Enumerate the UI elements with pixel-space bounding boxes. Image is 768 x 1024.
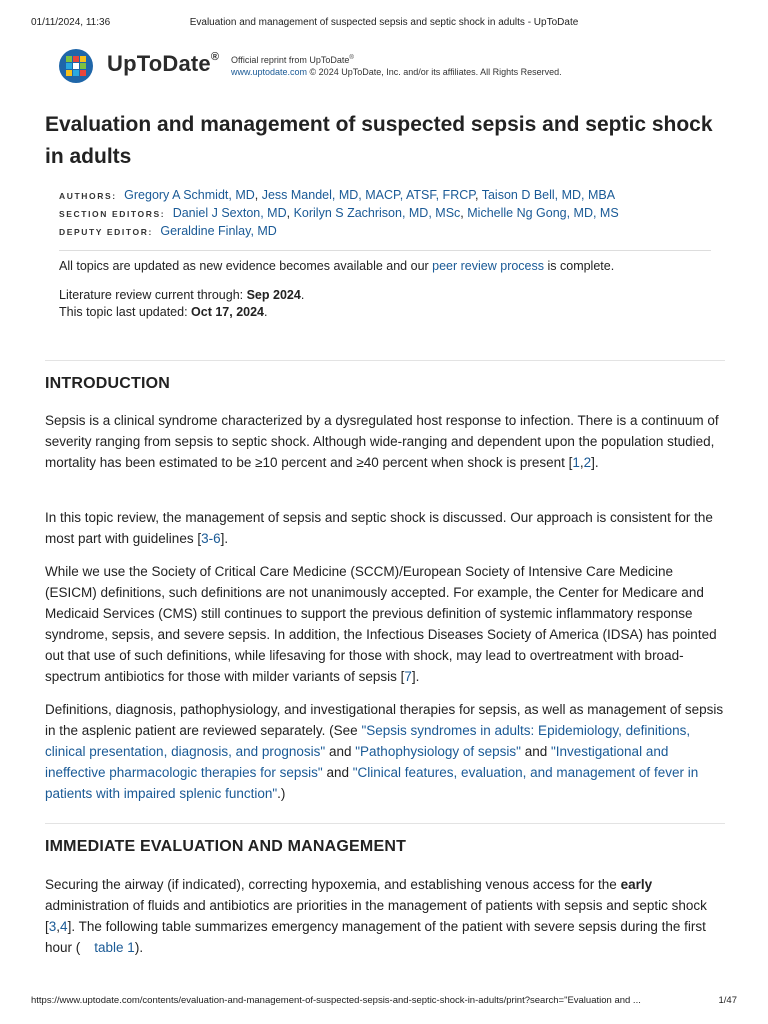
section-editors-label: SECTION EDITORS:	[59, 209, 166, 219]
brand-name-text: UpToDate	[107, 51, 211, 76]
introduction-heading: INTRODUCTION	[45, 375, 171, 392]
para-text: In this topic review, the management of sepsis and septic shock is discussed. Our approach is consistent for the most part with guidelines [	[45, 510, 713, 546]
reprint-notice	[231, 52, 562, 78]
deputy-editor-link[interactable]: Geraldine Finlay, MD	[160, 224, 277, 238]
topic-link[interactable]: "Investigational and ineffective pharmacologic therapies for sepsis"	[45, 744, 669, 780]
reference-link[interactable]: 3-6	[201, 531, 221, 546]
topic-link[interactable]: "Sepsis syndromes in adults: Epidemiology, definitions, clinical presentation, diagnosis, and prognosis"	[45, 723, 691, 759]
divider	[45, 360, 725, 361]
reference-link[interactable]: 4	[60, 919, 68, 934]
article-title: Evaluation and management of suspected sepsis and septic shock in adults	[45, 113, 713, 168]
para-text: Definitions, diagnosis, pathophysiology, and investigational therapies for sepsis, as well as management of sepsis in the asplenic patient are reviewed separately. (See	[45, 702, 724, 738]
site-link[interactable]: www.uptodate.com	[231, 67, 308, 77]
update-suffix: is complete.	[544, 259, 615, 273]
para-text: ].	[591, 455, 599, 470]
reference-link[interactable]: 2	[583, 455, 592, 470]
topic-link[interactable]: "Clinical features, evaluation, and management of fever in patients with impaired splenic function"	[45, 765, 699, 801]
print-footer	[0, 995, 768, 1009]
para-text: and	[322, 765, 353, 780]
author-link[interactable]: Gregory A Schmidt, MD	[124, 188, 255, 202]
authors-label: AUTHORS:	[59, 191, 117, 201]
brand-header	[58, 45, 718, 87]
print-header	[0, 17, 768, 31]
reference-link[interactable]: 7	[404, 669, 412, 684]
intro-paragraph-1: Sepsis is a clinical syndrome characterized by a dysregulated host response to infection. There is a continuum of severity ranging from sepsis to septic shock. Although wide-ranging and dependent upon the population studied, mortality has been estimated to be ≥10 percent and ≥40 percent when shock is present [1,2].	[45, 413, 719, 470]
author-link[interactable]: Jess Mandel, MD, MACP, ATSF, FRCP	[261, 188, 475, 202]
review-dates	[59, 287, 719, 321]
immediate-evaluation-heading: IMMEDIATE EVALUATION AND MANAGEMENT	[45, 838, 407, 855]
lit-review-line: Literature review current through: Sep 2024.	[59, 288, 305, 302]
para-text: and	[520, 744, 551, 759]
last-updated-label: This topic last updated:	[59, 305, 192, 319]
reprint-label: Official reprint from UpToDate	[231, 55, 350, 65]
topic-link[interactable]: "Pathophysiology of sepsis"	[355, 744, 521, 759]
peer-review-link[interactable]: peer review process	[432, 259, 545, 273]
reprint-registered: ®	[349, 55, 354, 61]
section-editor-link[interactable]: Michelle Ng Gong, MD, MS	[467, 206, 619, 220]
divider	[45, 823, 725, 824]
last-updated-line: This topic last updated: Oct 17, 2024.	[59, 305, 268, 319]
divider	[59, 250, 711, 251]
print-page-title: Evaluation and management of suspected sepsis and septic shock in adults - UpToDate	[189, 17, 579, 28]
para-text: ].	[411, 669, 420, 684]
print-url: https://www.uptodate.com/contents/evaluation-and-management-of-suspected-sepsis-and-septic-shock-in-adults/print?search="Evaluation and ...	[31, 995, 641, 1006]
author-link[interactable]: Taison D Bell, MD, MBA	[481, 188, 616, 202]
reference-link[interactable]: 3	[48, 919, 57, 934]
para-text: While we use the Society of Critical Care Medicine (SCCM)/European Society of Intensive Care Medicine (ESICM) definitions, such definitions are not unanimously accepted. For example, the Center for Medicare and Medicaid Services (CMS) still continues to support the previous definition of systemic inflammatory response syndrome, sepsis, and severe sepsis. In addition, the Infectious Diseases Society of America (IDSA) has pointed out that use of such definitions, while lifesaving for those with shock, may lead to overtreatment with broad-spectrum antibiotics for those with milder variants of sepsis [	[45, 564, 717, 684]
lit-review-label: Literature review current through:	[59, 288, 247, 302]
immediate-paragraph-1: Securing the airway (if indicated), correcting hypoxemia, and establishing venous access for the early administration of fluids and antibiotics are priorities in the management of patients with sepsis and septic shock [3,4]. The following table summarizes emergency management of the patient with severe sepsis during the first hour ( table 1).	[45, 877, 707, 955]
intro-paragraph-2	[45, 507, 725, 549]
para-text: Sepsis is a clinical syndrome characterized by a dysregulated host response to infection. There is a continuum of severity ranging from sepsis to septic shock. Although wide-ranging and dependent upon the population studied, mortality has been estimated to be ≥10 percent and ≥40 percent when shock is present [	[45, 413, 719, 470]
page-number: 1/47	[718, 995, 737, 1006]
reference-link[interactable]: 1	[572, 455, 580, 470]
section-editors-line: SECTION EDITORS: Daniel J Sexton, MD, Korilyn S Zachrison, MD, MSc, Michelle Ng Gong, MD, MS	[59, 206, 619, 220]
intro-paragraph-4	[45, 699, 725, 804]
para-text: .)	[277, 786, 286, 801]
para-text: Securing the airway (if indicated), correcting hypoxemia, and establishing venous access for the	[45, 877, 621, 892]
para-text: ).	[134, 940, 144, 955]
uptodate-logo-icon	[58, 48, 94, 84]
para-text: ].	[220, 531, 229, 546]
intro-paragraph-3	[45, 561, 725, 687]
update-notice	[59, 258, 719, 275]
brand-name	[107, 51, 219, 77]
lit-review-value: Sep 2024	[246, 288, 301, 302]
update-prefix: All topics are updated as new evidence becomes available and our	[59, 259, 433, 273]
deputy-editor-label: DEPUTY EDITOR:	[59, 227, 153, 237]
copyright-text: © 2024 UpToDate, Inc. and/or its affiliates. All Rights Reserved.	[307, 67, 562, 77]
para-text: administration of fluids and antibiotics are priorities in the management of patients with sepsis and septic shock [	[45, 898, 707, 934]
article-contributors	[59, 187, 719, 241]
table-link[interactable]: table 1	[94, 940, 135, 955]
deputy-editor-line	[59, 223, 719, 241]
brand-registered-mark: ®	[210, 50, 220, 63]
authors-line: AUTHORS: Gregory A Schmidt, MD, Jess Mandel, MD, MACP, ATSF, FRCP, Taison D Bell, MD, MBA	[59, 188, 616, 202]
para-text: and	[325, 744, 356, 759]
para-text: ]. The following table summarizes emergency management of the patient with severe sepsis during the first hour (	[45, 919, 706, 955]
section-editor-link[interactable]: Daniel J Sexton, MD	[172, 206, 287, 220]
emphasis-text: early	[620, 877, 653, 892]
section-editor-link[interactable]: Korilyn S Zachrison, MD, MSc	[293, 206, 461, 220]
last-updated-value: Oct 17, 2024	[191, 305, 264, 319]
print-datetime: 01/11/2024, 11:36	[31, 17, 111, 28]
